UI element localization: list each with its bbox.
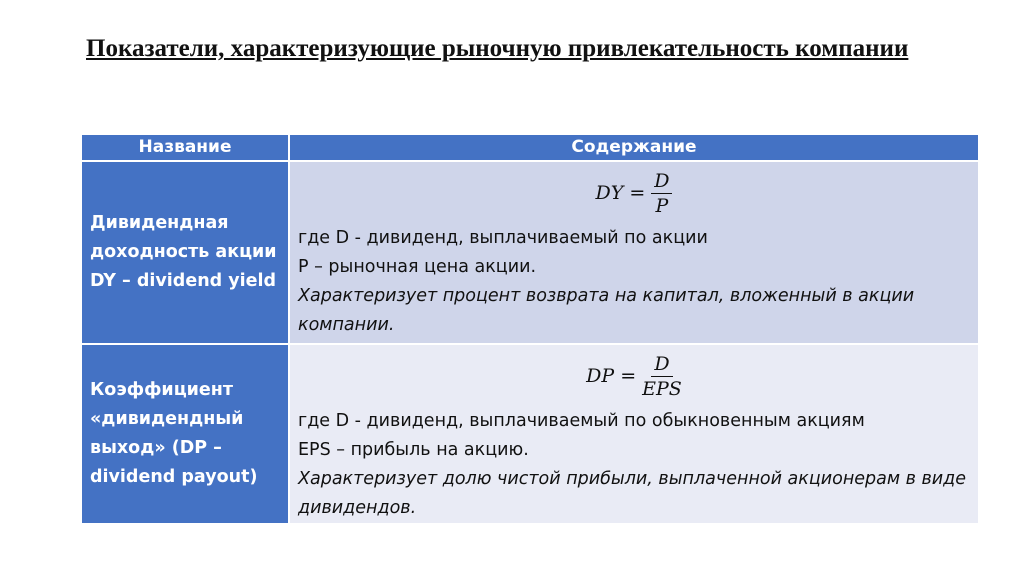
row-name: Дивидендная доходность акции DY – dividend yield [82,162,288,343]
formula [298,345,970,407]
indicators-table [82,135,978,523]
table-header [82,135,978,160]
formula-numerator: D [651,169,672,194]
formula-numerator: D [651,352,672,377]
definition-line: где D - дивиденд, выплачиваемый по акции [298,228,708,248]
row-content [290,162,978,343]
description: Характеризует процент возврата на капитал, вложенный в акции компании. [298,286,915,335]
row-name: Коэффициент «дивидендный выход» (DP – dividend payout) [82,345,288,523]
formula-denominator: EPS [642,377,682,400]
formula-denominator: P [655,194,669,217]
definition-line: P – рыночная цена акции. [298,257,537,277]
row-content [290,345,978,523]
table-row [82,162,978,343]
header-content: Содержание [290,135,978,160]
definition-line: где D - дивиденд, выплачиваемый по обыкновенным акциям [298,411,865,431]
definition-line: EPS – прибыль на акцию. [298,440,529,460]
description: Характеризует долю чистой прибыли, выплаченной акционерам в виде дивидендов. [298,469,967,518]
table-row [82,345,978,523]
formula [298,162,970,224]
formula-lhs: DP = [586,364,637,387]
formula-lhs: DY = [595,181,646,204]
slide-title: Показатели, характеризующие рыночную привлекательность компании [86,35,909,62]
header-name: Название [82,135,288,160]
